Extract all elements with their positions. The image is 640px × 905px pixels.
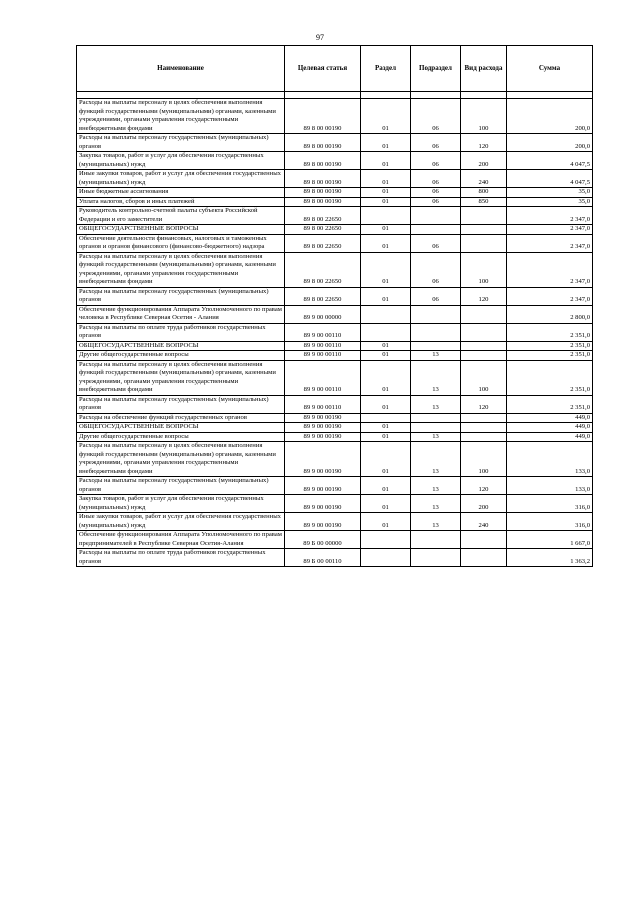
cell-name: ОБЩЕГОСУДАРСТВЕННЫЕ ВОПРОСЫ bbox=[77, 423, 285, 433]
cell-expense-type: 100 bbox=[461, 99, 507, 134]
cell-amount: 316,0 bbox=[507, 513, 593, 531]
cell-name: Обеспечение деятельности финансовых, налоговых и таможенных органов и органов финансового (финансово-бюджетного) надзора bbox=[77, 234, 285, 252]
cell-amount: 4 047,5 bbox=[507, 170, 593, 188]
cell-amount: 35,0 bbox=[507, 197, 593, 207]
header-expense-type: Вид расхода bbox=[461, 46, 507, 92]
cell-expense-type: 120 bbox=[461, 287, 507, 305]
cell-target: 89 Б 00 00110 bbox=[285, 549, 361, 567]
cell-section: 01 bbox=[361, 225, 411, 235]
cell-name: Закупка товаров, работ и услуг для обеспечения государственных (муниципальных) нужд bbox=[77, 152, 285, 170]
cell-subsection bbox=[411, 305, 461, 323]
cell-amount: 449,0 bbox=[507, 432, 593, 442]
cell-expense-type bbox=[461, 323, 507, 341]
cell-subsection bbox=[411, 423, 461, 433]
cell-section bbox=[361, 531, 411, 549]
cell-target: 89 9 00 00000 bbox=[285, 305, 361, 323]
cell-amount: 2 347,0 bbox=[507, 234, 593, 252]
cell-subsection: 13 bbox=[411, 360, 461, 395]
cell-name: Уплата налогов, сборов и иных платежей bbox=[77, 197, 285, 207]
cell-section bbox=[361, 323, 411, 341]
header-amount: Сумма bbox=[507, 46, 593, 92]
cell-amount: 133,0 bbox=[507, 442, 593, 477]
table-row bbox=[77, 531, 593, 549]
cell-amount: 2 800,0 bbox=[507, 305, 593, 323]
cell-target: 89 8 00 22650 bbox=[285, 234, 361, 252]
cell-section: 01 bbox=[361, 513, 411, 531]
cell-amount: 35,0 bbox=[507, 188, 593, 198]
cell-subsection: 06 bbox=[411, 134, 461, 152]
table-row bbox=[77, 341, 593, 351]
header-name: Наименование bbox=[77, 46, 285, 92]
cell-amount: 2 351,0 bbox=[507, 341, 593, 351]
cell-subsection bbox=[411, 549, 461, 567]
cell-amount: 4 047,5 bbox=[507, 152, 593, 170]
cell-expense-type bbox=[461, 351, 507, 361]
cell-target: 89 9 00 00190 bbox=[285, 513, 361, 531]
cell-target: 89 9 00 00190 bbox=[285, 442, 361, 477]
cell-section: 01 bbox=[361, 341, 411, 351]
cell-name: Расходы на обеспечение функций государственных органов bbox=[77, 413, 285, 423]
spacer-row bbox=[77, 92, 593, 99]
cell-expense-type: 200 bbox=[461, 495, 507, 513]
cell-expense-type: 240 bbox=[461, 170, 507, 188]
cell-name: Расходы на выплаты персоналу в целях обеспечения выполнения функций государственными (муниципальными) органами, казенными учреждениями, органами управления государственными внебюджетными фондами bbox=[77, 360, 285, 395]
table-row bbox=[77, 432, 593, 442]
cell-target: 89 9 00 00190 bbox=[285, 423, 361, 433]
cell-name: Расходы на выплаты по оплате труда работников государственных органов bbox=[77, 323, 285, 341]
cell-section: 01 bbox=[361, 188, 411, 198]
cell-subsection bbox=[411, 207, 461, 225]
table-row bbox=[77, 495, 593, 513]
cell-section bbox=[361, 207, 411, 225]
table-row bbox=[77, 252, 593, 287]
cell-expense-type bbox=[461, 207, 507, 225]
table-body bbox=[77, 92, 593, 567]
cell-subsection: 06 bbox=[411, 287, 461, 305]
table-row bbox=[77, 549, 593, 567]
cell-target: 89 8 00 00190 bbox=[285, 188, 361, 198]
cell-section: 01 bbox=[361, 197, 411, 207]
cell-name: Расходы на выплаты персоналу государственных (муниципальных) органов bbox=[77, 477, 285, 495]
cell-target: 89 9 00 00110 bbox=[285, 351, 361, 361]
cell-name: ОБЩЕГОСУДАРСТВЕННЫЕ ВОПРОСЫ bbox=[77, 341, 285, 351]
cell-target: 89 8 00 22650 bbox=[285, 225, 361, 235]
cell-amount: 200,0 bbox=[507, 99, 593, 134]
cell-subsection: 06 bbox=[411, 234, 461, 252]
cell-expense-type bbox=[461, 225, 507, 235]
cell-subsection bbox=[411, 225, 461, 235]
table-row bbox=[77, 513, 593, 531]
cell-section: 01 bbox=[361, 395, 411, 413]
cell-expense-type: 120 bbox=[461, 395, 507, 413]
cell-target: 89 9 00 00110 bbox=[285, 341, 361, 351]
cell-expense-type: 100 bbox=[461, 252, 507, 287]
cell-name: Закупка товаров, работ и услуг для обеспечения государственных (муниципальных) нужд bbox=[77, 495, 285, 513]
cell-amount: 2 351,0 bbox=[507, 351, 593, 361]
cell-target: 89 8 00 00190 bbox=[285, 170, 361, 188]
cell-section: 01 bbox=[361, 432, 411, 442]
cell-expense-type bbox=[461, 341, 507, 351]
table-row bbox=[77, 360, 593, 395]
cell-target: 89 9 00 00110 bbox=[285, 323, 361, 341]
cell-name: Руководитель контрольно-счетной палаты субъекта Российской Федерации и его заместители bbox=[77, 207, 285, 225]
cell-section: 01 bbox=[361, 152, 411, 170]
budget-table bbox=[76, 45, 593, 567]
cell-expense-type: 120 bbox=[461, 134, 507, 152]
cell-section: 01 bbox=[361, 99, 411, 134]
cell-expense-type bbox=[461, 549, 507, 567]
cell-section: 01 bbox=[361, 234, 411, 252]
cell-name: Обеспечение функционирования Аппарата Уполномоченного по правам человека в Республике Северная Осетия - Алания bbox=[77, 305, 285, 323]
cell-section bbox=[361, 549, 411, 567]
cell-target: 89 9 00 00110 bbox=[285, 360, 361, 395]
table-row bbox=[77, 99, 593, 134]
table-row bbox=[77, 413, 593, 423]
cell-expense-type bbox=[461, 305, 507, 323]
cell-amount: 1 363,2 bbox=[507, 549, 593, 567]
cell-subsection bbox=[411, 531, 461, 549]
cell-name: Иные закупки товаров, работ и услуг для обеспечения государственных (муниципальных) нужд bbox=[77, 170, 285, 188]
header-target: Целевая статья bbox=[285, 46, 361, 92]
table-row bbox=[77, 152, 593, 170]
cell-target: 89 8 00 00190 bbox=[285, 152, 361, 170]
cell-section: 01 bbox=[361, 495, 411, 513]
cell-section: 01 bbox=[361, 134, 411, 152]
cell-amount: 449,0 bbox=[507, 423, 593, 433]
cell-target: 89 8 00 22650 bbox=[285, 252, 361, 287]
cell-section: 01 bbox=[361, 442, 411, 477]
cell-section: 01 bbox=[361, 287, 411, 305]
cell-target: 89 9 00 00190 bbox=[285, 477, 361, 495]
cell-subsection: 06 bbox=[411, 152, 461, 170]
cell-target: 89 8 00 22650 bbox=[285, 287, 361, 305]
cell-expense-type: 240 bbox=[461, 513, 507, 531]
cell-target: 89 8 00 22650 bbox=[285, 207, 361, 225]
cell-subsection: 13 bbox=[411, 351, 461, 361]
cell-subsection: 06 bbox=[411, 99, 461, 134]
cell-expense-type: 100 bbox=[461, 360, 507, 395]
table-row bbox=[77, 170, 593, 188]
cell-subsection bbox=[411, 341, 461, 351]
table-row bbox=[77, 134, 593, 152]
cell-target: 89 8 00 00190 bbox=[285, 134, 361, 152]
table-row bbox=[77, 305, 593, 323]
cell-expense-type: 100 bbox=[461, 442, 507, 477]
table-row bbox=[77, 442, 593, 477]
cell-amount: 2 351,0 bbox=[507, 360, 593, 395]
cell-target: 89 Б 00 00000 bbox=[285, 531, 361, 549]
table-row bbox=[77, 423, 593, 433]
cell-target: 89 8 00 00190 bbox=[285, 99, 361, 134]
cell-name: Расходы на выплаты персоналу в целях обеспечения выполнения функций государственными (муниципальными) органами, казенными учреждениями, органами управления государственными внебюджетными фондами bbox=[77, 442, 285, 477]
cell-name: Расходы на выплаты персоналу государственных (муниципальных) органов bbox=[77, 287, 285, 305]
header-subsection: Подраздел bbox=[411, 46, 461, 92]
cell-expense-type bbox=[461, 432, 507, 442]
cell-amount: 2 351,0 bbox=[507, 323, 593, 341]
cell-subsection bbox=[411, 323, 461, 341]
cell-expense-type bbox=[461, 413, 507, 423]
cell-name: Другие общегосударственные вопросы bbox=[77, 351, 285, 361]
table-row bbox=[77, 477, 593, 495]
cell-amount: 2 347,0 bbox=[507, 207, 593, 225]
cell-name: Иные бюджетные ассигнования bbox=[77, 188, 285, 198]
cell-target: 89 8 00 00190 bbox=[285, 197, 361, 207]
table-header-row bbox=[77, 46, 593, 92]
cell-expense-type: 120 bbox=[461, 477, 507, 495]
cell-amount: 1 667,0 bbox=[507, 531, 593, 549]
cell-expense-type bbox=[461, 531, 507, 549]
cell-expense-type bbox=[461, 234, 507, 252]
cell-expense-type: 200 bbox=[461, 152, 507, 170]
cell-section: 01 bbox=[361, 360, 411, 395]
cell-name: Обеспечение функционирования Аппарата Уполномоченного по правам предпринимателей в Республике Северная Осетия-Алания bbox=[77, 531, 285, 549]
cell-subsection: 06 bbox=[411, 170, 461, 188]
cell-amount: 316,0 bbox=[507, 495, 593, 513]
cell-name: ОБЩЕГОСУДАРСТВЕННЫЕ ВОПРОСЫ bbox=[77, 225, 285, 235]
cell-subsection: 13 bbox=[411, 395, 461, 413]
cell-subsection: 13 bbox=[411, 442, 461, 477]
cell-amount: 2 351,0 bbox=[507, 395, 593, 413]
cell-name: Другие общегосударственные вопросы bbox=[77, 432, 285, 442]
cell-subsection: 13 bbox=[411, 477, 461, 495]
cell-section: 01 bbox=[361, 423, 411, 433]
cell-subsection: 06 bbox=[411, 197, 461, 207]
table-row bbox=[77, 287, 593, 305]
cell-section: 01 bbox=[361, 252, 411, 287]
cell-section: 01 bbox=[361, 351, 411, 361]
table-row bbox=[77, 351, 593, 361]
cell-name: Расходы на выплаты персоналу в целях обеспечения выполнения функций государственными (муниципальными) органами, казенными учреждениями, органами управления государственными внебюджетными фондами bbox=[77, 252, 285, 287]
cell-target: 89 9 00 00110 bbox=[285, 395, 361, 413]
cell-subsection: 06 bbox=[411, 188, 461, 198]
cell-amount: 2 347,0 bbox=[507, 287, 593, 305]
cell-expense-type: 850 bbox=[461, 197, 507, 207]
cell-name: Расходы на выплаты персоналу в целях обеспечения выполнения функций государственными (муниципальными) органами, казенными учреждениями, органами управления государственными внебюджетными фондами bbox=[77, 99, 285, 134]
cell-expense-type: 800 bbox=[461, 188, 507, 198]
table-row bbox=[77, 323, 593, 341]
cell-target: 89 9 00 00190 bbox=[285, 495, 361, 513]
cell-name: Расходы на выплаты персоналу государственных (муниципальных) органов bbox=[77, 134, 285, 152]
cell-target: 89 9 00 00190 bbox=[285, 413, 361, 423]
cell-subsection: 13 bbox=[411, 513, 461, 531]
header-section: Раздел bbox=[361, 46, 411, 92]
table-row bbox=[77, 395, 593, 413]
cell-subsection: 13 bbox=[411, 432, 461, 442]
cell-name: Иные закупки товаров, работ и услуг для обеспечения государственных (муниципальных) нужд bbox=[77, 513, 285, 531]
table-row bbox=[77, 225, 593, 235]
cell-name: Расходы на выплаты по оплате труда работников государственных органов bbox=[77, 549, 285, 567]
cell-subsection: 13 bbox=[411, 495, 461, 513]
page-number: 97 bbox=[316, 33, 324, 42]
cell-section: 01 bbox=[361, 477, 411, 495]
cell-amount: 200,0 bbox=[507, 134, 593, 152]
cell-subsection bbox=[411, 413, 461, 423]
cell-amount: 2 347,0 bbox=[507, 225, 593, 235]
cell-target: 89 9 00 00190 bbox=[285, 432, 361, 442]
table-row bbox=[77, 234, 593, 252]
table-row bbox=[77, 188, 593, 198]
table-row bbox=[77, 197, 593, 207]
cell-section: 01 bbox=[361, 170, 411, 188]
cell-section bbox=[361, 305, 411, 323]
cell-subsection: 06 bbox=[411, 252, 461, 287]
cell-section bbox=[361, 413, 411, 423]
cell-amount: 449,0 bbox=[507, 413, 593, 423]
cell-amount: 133,0 bbox=[507, 477, 593, 495]
table-row bbox=[77, 207, 593, 225]
cell-name: Расходы на выплаты персоналу государственных (муниципальных) органов bbox=[77, 395, 285, 413]
cell-amount: 2 347,0 bbox=[507, 252, 593, 287]
cell-expense-type bbox=[461, 423, 507, 433]
